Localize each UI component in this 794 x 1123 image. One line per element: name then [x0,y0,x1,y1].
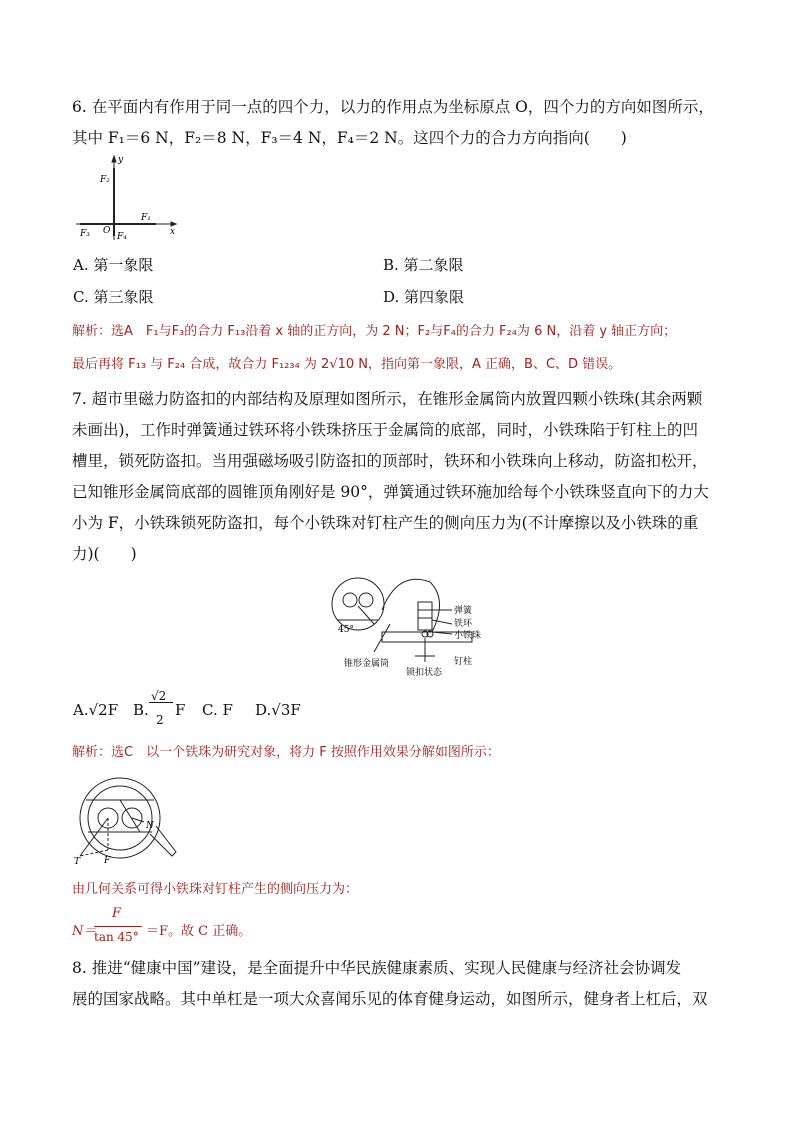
q6-line-2: 其中 F₁＝6 N，F₂＝8 N，F₃＝4 N，F₄＝2 N。这四个力的合力方向指向( ) [72,129,627,147]
q7-choice-b-label: B. [133,701,149,719]
q7-choice-b-denominator: 2 [156,713,164,727]
q7-eq-right: ＝F。故 C 正确。 [146,924,252,939]
q7-line-5: 小为 F，小铁珠锁死防盗扣，每个小铁珠对钉柱产生的侧向压力为(不计摩擦以及小铁珠的重 [72,514,699,532]
q7-answer-line-1: 解析：选C 以一个铁珠为研究对象，将力 F 按照作用效果分解如图所示： [72,745,500,760]
q6-answer-line-2: 最后再将 F₁₃ 与 F₂₄ 合成，故合力 F₁₂₃₄ 为 2√10 N，指向第一象限，A 正确，B、C、D 错误。 [72,357,622,372]
q7-eq-numerator: F [112,906,122,921]
q7-choice-b-fraction-bar [149,702,173,703]
q7-ring-label: 铁环 [454,619,473,629]
q7-line-4: 已知锥形金属筒底部的圆锥顶角刚好是 90°，弹簧通过铁环施加给每个小铁珠竖直向下的力大 [72,483,709,501]
q6-choice-c[interactable]: C. 第三象限 [73,288,154,306]
q6-answer-line-1: 解析：选A F₁与F₃的合力 F₁₃沿着 x 轴的正方向，为 2 N；F₂与F₄的合力 F₂₄为 6 N，沿着 y 轴正方向； [72,324,677,339]
q7-t-label: T [74,857,81,866]
q6-choice-a[interactable]: A. 第一象限 [73,256,154,274]
q7-choice-a[interactable]: A.√2F [73,701,119,719]
q7-choice-c[interactable]: C. F [202,701,233,719]
q7-eq-denominator: tan 45° [94,930,139,944]
q6-f4-label: F₄ [117,232,127,242]
q6-y-label: y [118,155,124,165]
q7-choice-b[interactable] [133,689,186,727]
q6-force-diagram [70,152,182,244]
q7-force-decomposition-diagram [72,770,182,866]
q7-line-6: 力)( ) [72,545,137,563]
q7-choice-b-tail: F [175,701,186,719]
q7-answer-line-2: 由几何关系可得小铁珠对钉柱产生的侧向压力为： [72,882,359,897]
q6-f1-label: F₁ [141,213,151,223]
q7-spring-label: 弹簧 [454,606,473,616]
q6-line-1: 6. 在平面内有作用于同一点的四个力，以力的作用点为坐标原点 O，四个力的方向如图所示， [72,98,714,116]
q7-choice-b-numerator: √2 [151,689,167,703]
q6-x-label: x [170,227,176,237]
q7-answer-equation [72,906,332,948]
q8-line-1: 8. 推进“健康中国”建设，是全面提升中华民族健康素质、实现人民健康与经济社会协调发 [72,959,682,977]
q7-f-label: F [104,856,111,866]
q7-eq-left: N＝ [72,924,97,939]
q7-line-1: 7. 超市里磁力防盗扣的内部结构及原理如图所示，在锥形金属筒内放置四颗小铁珠(其余两颗 [72,390,703,408]
q7-eq-fraction-bar [94,926,142,927]
q7-device-diagram [330,572,510,682]
q7-pin-label: 钉柱 [454,657,473,667]
q7-n-label: N [146,821,154,831]
q6-f3-label: F₃ [80,229,90,239]
q8-line-2: 展的国家战略。其中单杠是一项大众喜闻乐见的体育健身运动，如图所示，健身者上杠后，双 [72,990,708,1008]
q7-cone-label: 锥形金属筒 [344,659,390,669]
q7-choice-d[interactable]: D.√3F [255,701,301,719]
q7-ball-label: 小铁珠 [454,631,482,641]
q6-origin-label: O [103,226,111,236]
q7-state-label: 锁扣状态 [406,668,443,678]
q6-choice-d[interactable]: D. 第四象限 [383,288,465,306]
q6-f2-label: F₂ [100,175,110,185]
q7-line-3: 槽里，锁死防盗扣。当用强磁场吸引防盗扣的顶部时，铁环和小铁珠向上移动，防盗扣松开， [72,452,708,470]
q7-angle-label: 45° [338,625,354,635]
q7-line-2: 未画出)，工作时弹簧通过铁环将小铁珠挤压于金属筒的底部，同时，小铁珠陷于钉柱上的凹 [72,421,699,439]
q6-choice-b[interactable]: B. 第二象限 [383,256,464,274]
